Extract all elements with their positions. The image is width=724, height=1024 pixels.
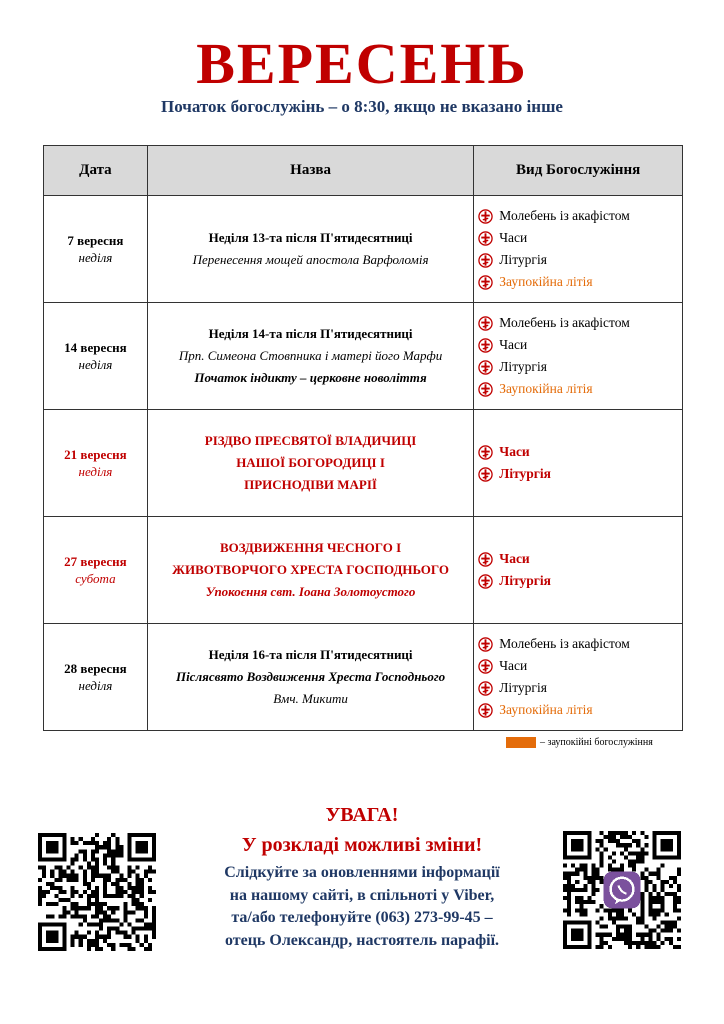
date: 14 вересня xyxy=(64,340,127,355)
service-item-memorial: Заупокійна літія xyxy=(478,378,682,400)
page-title: ВЕРЕСЕНЬ xyxy=(196,31,528,96)
qr-code-icon[interactable] xyxy=(38,833,156,951)
notice-line: Слідкуйте за оновленнями інформації xyxy=(224,864,500,881)
header-service-type: Вид Богослужіння xyxy=(474,146,683,196)
weekday: неділя xyxy=(78,464,113,479)
name-cell xyxy=(147,303,473,410)
date-cell xyxy=(44,303,148,410)
service-item-memorial: Заупокійна літія xyxy=(478,271,682,293)
feast-title: Неділя 16-та після П'ятидесятниці xyxy=(208,647,413,662)
header-date: Дата xyxy=(44,146,148,196)
legend-swatch xyxy=(506,737,536,748)
table-header-row xyxy=(44,146,683,196)
feast-note: Перенесення мощей апостола Варфоломія xyxy=(192,252,429,267)
service-item: Часи xyxy=(478,227,682,249)
service-item: Літургія xyxy=(478,249,682,271)
cross-icon xyxy=(478,253,493,268)
date: 7 вересня xyxy=(67,233,124,248)
date: 27 вересня xyxy=(64,554,127,569)
service-item: Літургія xyxy=(478,463,682,485)
weekday: субота xyxy=(75,571,116,586)
attention-heading: УВАГА! xyxy=(325,804,399,826)
cross-icon xyxy=(478,659,493,674)
service-item: Молебень із акафістом xyxy=(478,633,682,655)
notice-line: отець Олександр, настоятель парафії. xyxy=(224,931,500,949)
cross-icon xyxy=(478,637,493,652)
feast-title: Неділя 13-та після П'ятидесятниці xyxy=(208,230,413,245)
feast-note: Початок індикту – церковне новоліття xyxy=(194,370,427,385)
cross-icon xyxy=(478,360,493,375)
feast-title: РІЗДВО ПРЕСВЯТОЇ ВЛАДИЧИЦІ xyxy=(204,433,417,448)
table-row xyxy=(44,410,683,517)
cross-icon xyxy=(478,382,493,397)
feast-note: Прп. Симеона Стовпника і матері його Марфи xyxy=(178,348,443,363)
legend xyxy=(506,737,653,748)
name-cell xyxy=(147,410,473,517)
name-cell xyxy=(147,624,473,731)
weekday: неділя xyxy=(78,250,113,265)
feast-title: ПРИСНОДІВИ МАРІЇ xyxy=(244,477,377,492)
table-row xyxy=(44,303,683,410)
feast-title: Неділя 14-та після П'ятидесятниці xyxy=(208,326,413,341)
feast-title: НАШОЇ БОГОРОДИЦІ І xyxy=(236,455,385,470)
page-subtitle: Початок богослужінь – о 8:30, якщо не вказано інше xyxy=(161,97,563,116)
service-item: Молебень із акафістом xyxy=(478,205,682,227)
cross-icon xyxy=(478,574,493,589)
cross-icon xyxy=(478,467,493,482)
date: 21 вересня xyxy=(64,447,127,462)
feast-note: Упокоєння свт. Іоана Золотоустого xyxy=(205,584,416,599)
cross-icon xyxy=(478,209,493,224)
feast-title: ВОЗДВИЖЕННЯ ЧЕСНОГО І xyxy=(219,540,402,555)
cross-icon xyxy=(478,681,493,696)
weekday: неділя xyxy=(78,357,113,372)
service-item-memorial: Заупокійна літія xyxy=(478,699,682,721)
service-cell xyxy=(474,196,683,303)
cross-icon xyxy=(478,445,493,460)
date-cell xyxy=(44,624,148,731)
name-cell xyxy=(147,196,473,303)
cross-icon xyxy=(478,338,493,353)
date-cell xyxy=(44,517,148,624)
notice-line: на нашому сайті, в спільноті у Viber, xyxy=(229,886,495,904)
legend-text: – заупокійні богослужіння xyxy=(540,737,653,748)
service-item: Часи xyxy=(478,334,682,356)
service-item: Літургія xyxy=(478,677,682,699)
weekday: неділя xyxy=(78,678,113,693)
schedule-table xyxy=(43,145,683,731)
cross-icon xyxy=(478,552,493,567)
changes-warning: У розкладі можливі зміни! xyxy=(241,834,483,856)
name-cell xyxy=(147,517,473,624)
service-cell xyxy=(474,517,683,624)
viber-qr-code-icon[interactable] xyxy=(563,831,681,949)
service-item: Часи xyxy=(478,441,682,463)
notice-block xyxy=(170,800,554,952)
cross-icon xyxy=(478,275,493,290)
date-cell xyxy=(44,410,148,517)
service-cell xyxy=(474,624,683,731)
cross-icon xyxy=(478,231,493,246)
service-cell xyxy=(474,303,683,410)
feast-title: ЖИВОТВОРЧОГО ХРЕСТА ГОСПОДНЬОГО xyxy=(172,562,449,577)
service-item: Молебень із акафістом xyxy=(478,312,682,334)
service-item: Літургія xyxy=(478,356,682,378)
table-row xyxy=(44,517,683,624)
service-item: Літургія xyxy=(478,570,682,592)
date-cell xyxy=(44,196,148,303)
service-item: Часи xyxy=(478,548,682,570)
header-name: Назва xyxy=(147,146,473,196)
date: 28 вересня xyxy=(64,661,127,676)
service-cell xyxy=(474,410,683,517)
service-item: Часи xyxy=(478,655,682,677)
feast-note: Вмч. Микити xyxy=(273,691,348,706)
feast-note: Післясвято Воздвиження Хреста Господнього xyxy=(175,669,446,684)
table-row xyxy=(44,196,683,303)
notice-line: та/або телефонуйте (063) 273-99-45 – xyxy=(231,909,493,926)
cross-icon xyxy=(478,703,493,718)
table-row xyxy=(44,624,683,731)
cross-icon xyxy=(478,316,493,331)
